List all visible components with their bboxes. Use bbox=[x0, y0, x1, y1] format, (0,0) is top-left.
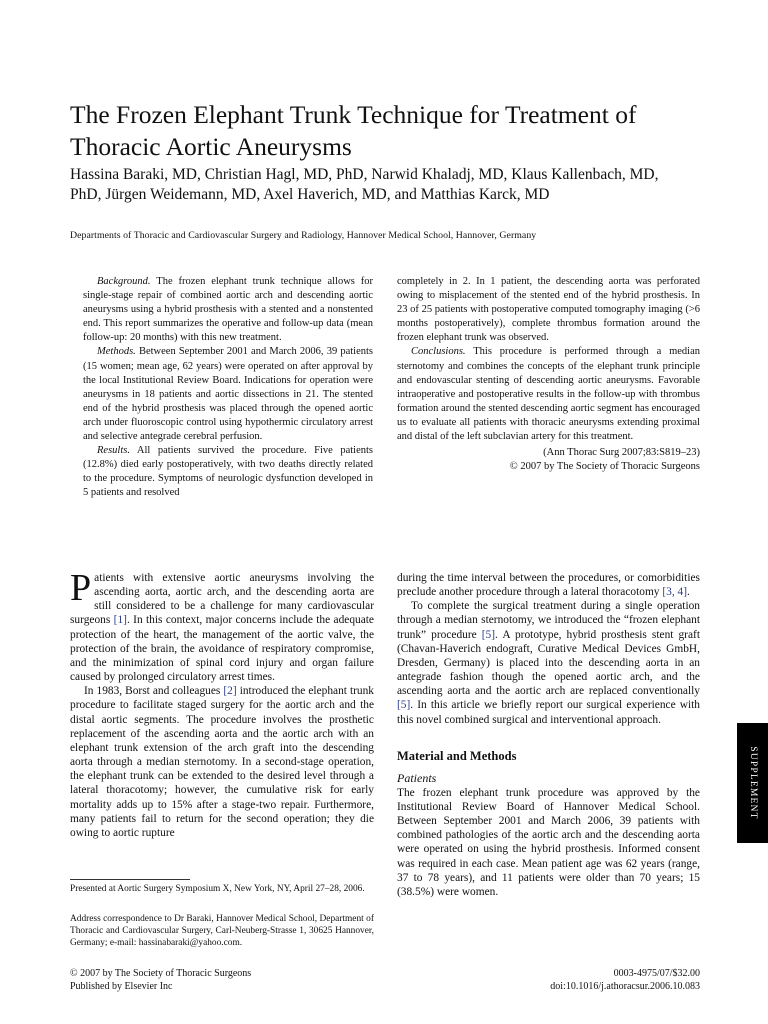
body-paragraph-4: The frozen elephant trunk procedure was approved by the Institutional Review Board of Hannover Medical School. Between September 2001 and March 2006, 39 patients with combined pathologies of the aortic arch and the descending aorta were operated on using the hybrid prosthesis. Informed consent was required in each case. Mean patient age was 62 years (range, 37 to 78 years), and 11 patients were older than 70 years; 15 (38.5%) were women. bbox=[397, 786, 700, 898]
body-paragraph-2-continued: during the time interval between the procedures, or comorbidities preclude another procedure through a lateral thoracotomy [3, 4]. bbox=[397, 572, 700, 599]
abstract-results-continued: completely in 2. In 1 patient, the descending aorta was perforated owing to misplacement of the stented end of the hybrid prosthesis. In 23 of 25 patients with postoperative computed tomography imaging (>6 months postoperatively), complete thrombus formation around the frozen elephant trunk was observed. bbox=[397, 276, 700, 344]
supplement-label: SUPPLEMENT bbox=[747, 746, 758, 820]
footnote-presented: Presented at Aortic Surgery Symposium X, New York, NY, April 27–28, 2006. bbox=[70, 884, 365, 894]
abstract-right-column bbox=[397, 275, 700, 474]
author-list: Hassina Baraki, MD, Christian Hagl, MD, PhD, Narwid Khaladj, MD, Klaus Kallenbach, MD, PhD, Jürgen Weidemann, MD, Axel Haverich, MD, and Matthias Karck, MD bbox=[70, 166, 659, 203]
abstract-conclusions: Conclusions. This procedure is performed through a median sternotomy and combines the concepts of the elephant trunk principle and endovascular stenting of descending aortic aneurysms. Favorable intraoperative and postoperative results in the follow-up with thrombus formation around the stented descending aortic segment has encouraged us to evaluate all patients with thoracic aneurysms extending proximal and distal of the left subclavian artery for this treatment. bbox=[397, 346, 701, 443]
abstract-results: Results. All patients survived the procedure. Five patients (12.8%) died early postoperatively, with two deaths directly related to the procedure. Symptoms of neurologic dysfunction developed in 5 patients and resolved bbox=[83, 445, 373, 499]
supplement-side-tab bbox=[737, 723, 768, 843]
abstract-copyright: © 2007 by The Society of Thoracic Surgeons bbox=[509, 461, 700, 473]
footer-left bbox=[70, 968, 370, 993]
reference-link-5a[interactable]: [5] bbox=[481, 628, 496, 641]
drop-cap: P bbox=[70, 567, 92, 609]
body-paragraph-3: To complete the surgical treatment during a single operation through a median sternotomy, we introduced the “frozen elephant trunk” procedure [5]. A prototype, hybrid prosthesis stent graft (Chavan-Haverich endograft, Curative Medical Devices GmbH, Dresden, Germany) is placed into the descending aorta in an antegrade fashion though the opened aortic arch, and the ascending aorta and the aortic arch are replaced conventionally [5]. In this article we briefly report our surgical experience with this novel combined surgical and interventional approach. bbox=[397, 600, 700, 726]
abstract-left-column bbox=[83, 275, 373, 501]
body-left-column bbox=[70, 567, 374, 840]
footer-doi: doi:10.1016/j.athoracsur.2006.10.083 bbox=[550, 980, 700, 992]
article-title: The Frozen Elephant Trunk Technique for Treatment of Thoracic Aortic Aneurysms bbox=[70, 100, 637, 161]
body-paragraph-1: Patients with extensive aortic aneurysms involving the ascending aorta, aortic arch, and the descending aorta are still considered to be a challenge for many cardiovascular surgeons [1]. In this context, major concerns include the adequate protection of the heart, the management of the aortic valve, the protection of the brain, the avoidance of respiratory compromise, and the minimization of spinal cord injury and organ failure caused by prolonged circulatory arrest times. bbox=[70, 567, 374, 684]
reference-link-2[interactable]: [2] bbox=[223, 685, 237, 698]
footnote-divider bbox=[70, 879, 190, 880]
reference-link-3-4[interactable]: [3, 4] bbox=[662, 586, 688, 599]
footer-copyright: © 2007 by The Society of Thoracic Surgeons bbox=[70, 968, 252, 979]
footer-right bbox=[430, 968, 700, 993]
abstract-methods: Methods. Between September 2001 and March 2006, 39 patients (15 women; mean age, 62 years) were operated on after approval by the local Institutional Review Board. Indications for operation were aneurysms in 18 patients and aortic dissections in 21. The stented end of the hybrid prosthesis was placed through the opened aortic arch under fluoroscopic control using hypothermic circulatory arrest and selective antegrade cerebral perfusion. bbox=[83, 346, 374, 443]
abstract-background: Background. The frozen elephant trunk technique allows for single-stage repair of combined aortic arch and descending aortic aneurysms using a hybrid prosthesis with a stented and a nonstented end. This report summarizes the operative and follow-up data (mean follow-up: 20 months) with this new treatment. bbox=[83, 276, 374, 344]
body-paragraph-2: In 1983, Borst and colleagues [2] introduced the elephant trunk procedure to facilitate staged surgery for the aortic arch and the distal aortic segments. The procedure involves the prosthetic replacement of the ascending aorta and the aortic arch with an elephant trunk extension of the arch graft into the descending aorta through a median sternotomy. In a second-stage operation, the elephant trunk can be extended to the desired level through a lateral thoracotomy; however, the cumulative risk for early mortality adds up to 15% after a stage-two repair. Furthermore, many patients fail to return for the second operation; they die owing to aortic rupture bbox=[70, 685, 374, 839]
section-heading: Material and Methods bbox=[397, 748, 517, 763]
body-right-column bbox=[397, 571, 700, 899]
affiliation: Departments of Thoracic and Cardiovascular Surgery and Radiology, Hannover Medical School, Hannover, Germany bbox=[70, 230, 537, 241]
reference-link-5b[interactable]: [5] bbox=[397, 699, 411, 712]
journal-citation: (Ann Thorac Surg 2007;83:S819–23) bbox=[543, 447, 700, 459]
footnote-correspondence: Address correspondence to Dr Baraki, Hannover Medical School, Department of Thoracic and Cardiovascular Surgery, Carl-Neuberg-Strasse 1, 30625 Hannover, Germany; e-mail: hassinabaraki@yahoo.com. bbox=[70, 914, 374, 948]
reference-link-1[interactable]: [1] bbox=[113, 614, 127, 627]
footer-issn: 0003-4975/07/$32.00 bbox=[613, 968, 700, 979]
subsection-heading: Patients bbox=[397, 770, 437, 785]
footer-publisher: Published by Elsevier Inc bbox=[70, 980, 173, 992]
